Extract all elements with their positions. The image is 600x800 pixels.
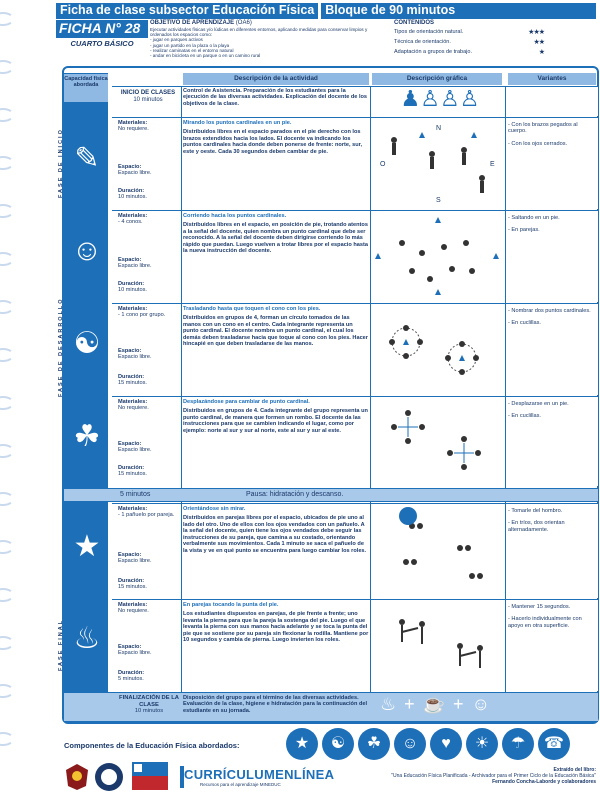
binder-ring	[0, 108, 14, 122]
objectives-item: - realizar caminatas en el entorno natural	[150, 48, 234, 54]
closing-label	[118, 695, 180, 715]
column-divider	[505, 86, 506, 692]
pause-band	[64, 488, 598, 502]
activity-description: Desplazándose para cambiar de punto cardinal. Distribuidos en grupos de 4. Cada integrante del grupo representa un punto cardinal, de manera que formen un rombo. El docente da las instrucciones para que se cambien indicando el lugar, como por ejemplo: norte al sur y sur al norte, este al sur y sur al este.	[183, 399, 368, 434]
objectives-code: (OA6)	[235, 20, 252, 26]
activity-diagram	[372, 506, 502, 594]
binder-ring	[0, 12, 14, 26]
activity-diagram	[372, 399, 502, 483]
figure-balance-icon: ✎	[74, 142, 100, 175]
component-icon: ☀	[466, 728, 498, 760]
figure-blindfold-icon: ★	[73, 530, 101, 563]
activity-description: Mirando los puntos cardinales en un pie. Distribuidos libres en el espacio parados en el pie derecho con los brazos extendidos hacia los lados. El docente va indicando los puntos cardinales hacia donde deben ponerse de frente: norte, sur, este y oeste. Cada 30 segundos deben cambiar de pie.	[183, 120, 363, 155]
activity-space: Espacio: Espacio libre.	[118, 257, 152, 270]
graphic-header: Descripción gráfica	[372, 73, 502, 85]
binder-ring	[0, 60, 14, 74]
figure-stretch-icon: ♨	[73, 622, 101, 655]
activity-variants: - Tomarle del hombro. - En tríos, dos orientan alternadamente.	[508, 508, 565, 533]
phase-label-final: FASE FINAL	[58, 618, 64, 672]
column-divider	[370, 86, 371, 692]
closing-title: FINALIZACIÓN DE LA CLASE	[119, 695, 179, 708]
objectives-heading: OBJETIVO DE APRENDIZAJE	[150, 20, 235, 26]
source-authors: Fernando Concha-Laborde y colaboradores	[492, 778, 596, 785]
activity-variants: - Saltando en un pie. - En parejas.	[508, 215, 560, 234]
figure-strength-icon: ☯	[73, 327, 101, 360]
hygiene-icons: ♨+☕+☺	[380, 694, 498, 714]
component-icon: ★	[286, 728, 318, 760]
content-label: Técnica de orientación.	[394, 38, 451, 45]
activity-materials: Materiales: - 1 pañuelo por pareja.	[118, 506, 175, 519]
activity-variants: - Desplazarse en un pie. - En cuclillas.	[508, 401, 569, 420]
start-title: INICIO DE CLASES	[120, 90, 176, 96]
binder-ring	[0, 732, 14, 746]
activity-space: Espacio: Espacio libre.	[118, 164, 152, 177]
activity-description: Trasladando hasta que toquen el cono con los pies. Distribuidos en grupos de 4, forman un círculo tomados de las manos con un cono en el centro. Cada integrante representa un punto cardinal. El docente nombra un punto cardinal, el cual los demás deben trasladarse hacia que toque al cono con los pies. Hacer hincapié en que deben trasladarse de las manos.	[183, 306, 368, 348]
star-rating: ★★★	[528, 28, 544, 36]
component-icon: ☺	[394, 728, 426, 760]
binder-ring	[0, 540, 14, 554]
activity-space: Espacio: Espacio libre.	[118, 441, 152, 454]
activity-diagram	[372, 120, 502, 206]
source-label: Extraído del libro:	[553, 767, 596, 773]
svg-text:N: N	[436, 125, 442, 132]
ficha-number: FICHA N° 28	[56, 20, 148, 38]
pause-text: Pausa: hidratación y descanso.	[246, 491, 344, 498]
variants-header: Variantes	[508, 73, 596, 85]
activity-materials: Materiales: No requiere.	[118, 120, 149, 133]
source-title: "Una Educación Física Planificada - Archivador para el Primer Ciclo de la Educación Básica"	[391, 772, 596, 779]
ficha-level: CUARTO BÁSICO	[70, 39, 134, 48]
phase-label-start: FASE DE INICIO	[58, 128, 64, 198]
activity-duration: Duración: 10 minutos.	[118, 188, 147, 201]
binder-ring	[0, 492, 14, 506]
class-group-icon: ♟♙♙♙	[400, 86, 480, 111]
capacity-header: Capacidad física abordada	[64, 74, 108, 102]
activity-diagram	[372, 602, 502, 688]
objectives-item: - jugar en parques activos	[150, 37, 203, 43]
contents-block	[394, 20, 544, 65]
svg-text:O: O	[380, 161, 386, 168]
objectives-block	[150, 20, 390, 72]
activity-materials: Materiales: No requiere.	[118, 602, 149, 615]
contents-heading: CONTENIDOS	[394, 20, 435, 26]
components-label: Componentes de la Educación Física abordados:	[64, 741, 240, 750]
content-row	[394, 29, 544, 37]
binder-ring	[0, 204, 14, 218]
activity-materials: Materiales: - 1 cono por grupo.	[118, 306, 166, 319]
component-icon: ☎	[538, 728, 570, 760]
binder-ring	[0, 348, 14, 362]
component-icon: ☘	[358, 728, 390, 760]
activity-description: Corriendo hacia los puntos cardinales. Distribuidos libres en el espacio, en posición de pie, trotando atentos a la señal del docente, quien nombra un punto cardinal que debe ser reconocido. A la señal del docente deben dirigirse corriendo lo más rápido que puedan. Luego vuelven a trotar libres por el espacio hasta la nueva instrucción del docente.	[183, 213, 368, 255]
content-row	[394, 49, 544, 57]
binder-ring	[0, 636, 14, 650]
objectives-item: - jugar un partido en la plaza o la playa	[150, 42, 230, 48]
activity-variants: - Con los brazos pegados al cuerpo. - Con los ojos cerrados.	[508, 122, 578, 147]
objectives-text: Ejecutar actividades físicas y/o lúdicas en diferentes entornos, aplicando medidas para conservar limpios y ordenados los espacios como:	[150, 26, 368, 38]
ficha-header	[56, 20, 148, 68]
start-label	[118, 90, 178, 104]
component-icon: ☂	[502, 728, 534, 760]
page-title: Ficha de clase subsector Educación Física	[60, 3, 315, 17]
activity-duration: Duración: 10 minutos.	[118, 281, 147, 294]
binder-ring	[0, 588, 14, 602]
activity-duration: Duración: 15 minutos.	[118, 374, 147, 387]
phase-label-development: FASE DE DESARROLLO	[58, 297, 64, 397]
chile-seal-logo	[62, 762, 92, 792]
closing-text: Disposición del grupo para el término de las diversas actividades. Evaluación de la clase, higiene e hidratación para la continuación del estudiante en su jornada.	[183, 695, 368, 714]
curriculum-brand: CURRÍCULUMENLÍNEA	[184, 767, 335, 782]
activity-materials: Materiales: No requiere.	[118, 399, 149, 412]
binder-ring	[0, 156, 14, 170]
content-row	[394, 39, 544, 47]
binder-ring	[0, 252, 14, 266]
activity-duration: Duración: 5 minutos.	[118, 670, 145, 683]
component-icon: ☯	[322, 728, 354, 760]
activity-diagram	[372, 213, 502, 299]
activity-description: Orientándose sin mirar. Distribuidos en parejas libres por el espacio, ubicados de pie uno al lado del otro. Uno de ellos con los ojos vendados con un pañuelo. A la señal del docente, quien tiene los ojos vendados debe seguir las instrucciones de su pareja, que camina a su costado, orientando verbalmente sus movimientos. Cada 1 minuto se saca el pañuelo de la vista y ve en qué punto se encuentra para luego cambiar los roles.	[183, 506, 367, 554]
star-rating: ★★	[533, 38, 544, 46]
column-divider	[181, 86, 182, 692]
objectives-item: - andar en bicicleta en un parque o en un camino rural	[150, 53, 261, 59]
content-label: Tipos de orientación natural.	[394, 28, 464, 35]
component-icon: ♥	[430, 728, 462, 760]
start-text: Control de Asistencia. Preparación de los estudiantes para la ejecución de las diversas actividades. Explicación del docente de los objetivos de la clase.	[183, 88, 368, 107]
activity-duration: Duración: 15 minutos.	[118, 465, 147, 478]
content-label: Adaptación a grupos de trabajo.	[394, 48, 472, 55]
binder-ring	[0, 396, 14, 410]
figure-face-icon: ☺	[71, 234, 103, 267]
block-label: Bloque de 90 minutos	[325, 3, 456, 17]
svg-text:E: E	[490, 161, 495, 168]
activity-duration: Duración: 15 minutos.	[118, 578, 147, 591]
activity-header: Descripción de la actividad	[183, 73, 369, 85]
activity-variants: - Nombrar dos puntos cardinales. - En cuclillas.	[508, 308, 591, 327]
mineduc-logo	[132, 762, 168, 792]
start-time: 10 minutos	[133, 96, 163, 103]
title-bar	[56, 3, 596, 19]
activity-description: En parejas tocando la punta del pie. Los estudiantes dispuestos en parejas, de pie frente a frente; uno levanta la pierna para que la pareja la sostenga del pie. Luego el que levanta la pierna con sus manos hacia adelante y se toca la punta del pie que se sostiene por su pareja sin flexionar la rodilla. Mantiene por 10 segundos y cambia de pierna. Luego invierten los roles.	[183, 602, 369, 644]
activity-space: Espacio: Espacio libre.	[118, 348, 152, 361]
activity-diagram	[372, 306, 502, 392]
closing-time: 10 minutos	[134, 708, 164, 715]
activity-variants: - Mantener 15 segundos. - Hacerlo individualmente con apoyo en otra superficie.	[508, 604, 582, 629]
pause-time: 5 minutos	[120, 491, 151, 498]
star-rating: ★	[538, 48, 544, 56]
svg-text:S: S	[436, 197, 441, 204]
binder-ring	[0, 684, 14, 698]
activity-materials: Materiales: - 4 conos.	[118, 213, 148, 226]
activity-space: Espacio: Espacio libre.	[118, 644, 152, 657]
binder-ring	[0, 300, 14, 314]
curriculum-subtitle: Recursos para el aprendizaje MINEDUC	[200, 782, 281, 787]
source-citation	[330, 768, 596, 785]
institution-logo	[94, 762, 124, 792]
activity-space: Espacio: Espacio libre.	[118, 552, 152, 565]
binder-ring	[0, 444, 14, 458]
figure-agility-icon: ☘	[73, 420, 101, 453]
